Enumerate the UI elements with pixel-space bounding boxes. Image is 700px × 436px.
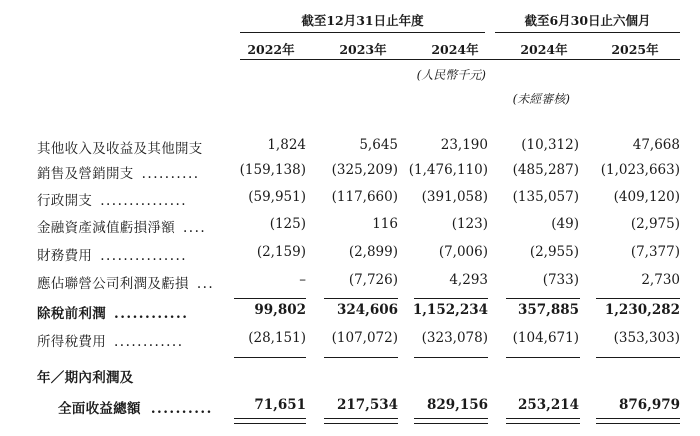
- row-label: [37, 330, 184, 350]
- cell-value: 23,190: [440, 137, 488, 153]
- year-col-2: 2023年: [339, 42, 387, 57]
- cell-value: (2,955): [529, 244, 579, 260]
- cell-value: –: [299, 272, 306, 288]
- total-leader-dots: ..........: [150, 401, 213, 417]
- total-value: 71,651: [254, 397, 306, 413]
- cell-value: (125): [269, 216, 306, 232]
- cell-value: 1,230,282: [604, 302, 680, 318]
- header-six-months: 截至6月30日止六個月: [524, 13, 651, 28]
- row-label-text: 除稅前利潤: [37, 306, 106, 322]
- row-label-text: 行政開支: [37, 193, 93, 209]
- row-label: [37, 272, 214, 292]
- leader-dots: ....: [183, 220, 207, 236]
- cell-value: 47,668: [632, 137, 680, 153]
- cell-value: 116: [372, 216, 398, 232]
- cell-value: (135,057): [512, 189, 579, 205]
- cell-value: (28,151): [248, 330, 306, 346]
- total-double-rule: [506, 418, 580, 424]
- leader-dots: ..........: [141, 166, 200, 182]
- row-label-text: 其他收入及收益及其他開支: [37, 141, 203, 157]
- total-value: 253,214: [517, 397, 579, 413]
- total-double-rule: [324, 418, 398, 424]
- cell-value: 2,730: [641, 272, 680, 288]
- year-header-rule: [240, 59, 680, 60]
- total-value: 876,979: [618, 397, 680, 413]
- cell-value: (10,312): [521, 137, 579, 153]
- leader-dots: ...............: [100, 248, 188, 264]
- cell-value: 99,802: [254, 302, 306, 318]
- total-double-rule: [596, 418, 680, 424]
- cell-value: (7,726): [348, 272, 398, 288]
- row-label: [37, 137, 211, 157]
- subtotal-rule: [324, 298, 398, 299]
- subtotal-rule: [414, 357, 488, 358]
- cell-value: (107,072): [331, 330, 398, 346]
- total-double-rule: [234, 418, 306, 424]
- cell-value: (49): [551, 216, 579, 232]
- cell-value: (59,951): [248, 189, 306, 205]
- cell-value: (323,078): [421, 330, 488, 346]
- header-year-end-rule: [240, 32, 485, 33]
- row-label-text: 銷售及營銷開支: [37, 166, 134, 182]
- subtotal-rule: [234, 357, 306, 358]
- row-label-text: 應佔聯營公司利潤及虧損: [37, 276, 189, 292]
- subtotal-rule: [234, 298, 306, 299]
- cell-value: (353,303): [613, 330, 680, 346]
- cell-value: 324,606: [336, 302, 398, 318]
- cell-value: (733): [542, 272, 579, 288]
- row-label: [37, 162, 200, 182]
- cell-value: 357,885: [517, 302, 579, 318]
- total-value: 217,534: [336, 397, 398, 413]
- cell-value: 1,824: [267, 137, 306, 153]
- row-label-text: 金融資產減值虧損淨額: [37, 220, 175, 236]
- cell-value: (2,159): [256, 244, 306, 260]
- cell-value: 5,645: [359, 137, 398, 153]
- cell-value: (159,138): [239, 162, 306, 178]
- total-label-text: 全面收益總額: [58, 401, 141, 417]
- cell-value: (123): [451, 216, 488, 232]
- cell-value: (325,209): [331, 162, 398, 178]
- subtotal-rule: [596, 298, 680, 299]
- leader-dots: ............: [114, 334, 184, 350]
- year-col-3: 2024年: [431, 42, 479, 57]
- cell-value: (104,671): [512, 330, 579, 346]
- cell-value: (117,660): [331, 189, 398, 205]
- total-label-line2: [58, 397, 213, 417]
- total-double-rule: [414, 418, 488, 424]
- cell-value: 4,293: [449, 272, 488, 288]
- cell-value: (1,023,663): [600, 162, 680, 178]
- year-col-4: 2024年: [520, 42, 568, 57]
- row-label: [37, 244, 187, 264]
- cell-value: 1,152,234: [412, 302, 488, 318]
- total-label-line1: 年／期內利潤及: [37, 370, 134, 386]
- cell-value: (409,120): [613, 189, 680, 205]
- row-label-text: 財務費用: [37, 248, 93, 264]
- cell-value: (1,476,110): [408, 162, 488, 178]
- leader-dots: ............: [114, 306, 189, 322]
- leader-dots: ...............: [100, 193, 188, 209]
- cell-value: (7,377): [630, 244, 680, 260]
- cell-value: (485,287): [512, 162, 579, 178]
- unit-label: (人民幣千元): [416, 68, 486, 82]
- row-label: [37, 216, 206, 236]
- cell-value: (2,975): [630, 216, 680, 232]
- header-six-months-rule: [495, 32, 680, 33]
- subtotal-rule: [414, 298, 488, 299]
- subtotal-rule: [324, 357, 398, 358]
- header-year-end: 截至12月31日止年度: [301, 13, 424, 28]
- row-label-text: 所得稅費用: [37, 334, 106, 350]
- year-col-1: 2022年: [247, 42, 295, 57]
- subtotal-rule: [506, 298, 580, 299]
- cell-value: (2,899): [348, 244, 398, 260]
- row-label: [37, 189, 187, 209]
- subtotal-rule: [596, 357, 680, 358]
- unaudited-label: (未經審核): [512, 92, 570, 106]
- year-col-5: 2025年: [611, 42, 659, 57]
- leader-dots: ...: [196, 276, 215, 292]
- total-value: 829,156: [426, 397, 488, 413]
- cell-value: (391,058): [421, 189, 488, 205]
- row-label: [37, 302, 188, 322]
- subtotal-rule: [506, 357, 580, 358]
- cell-value: (7,006): [438, 244, 488, 260]
